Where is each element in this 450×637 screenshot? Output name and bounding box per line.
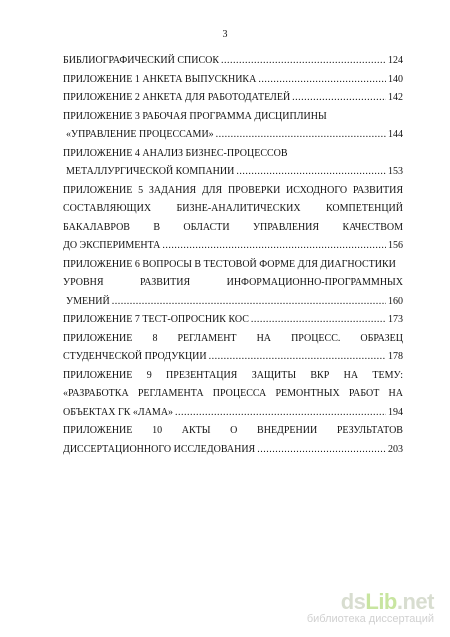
toc-page-number: 194	[388, 406, 403, 418]
toc-entry-appendix-6-line-3	[63, 293, 403, 312]
toc-entry-appendix-3-line-2	[63, 126, 403, 145]
word: ЗАДАНИЯ	[148, 184, 197, 196]
toc-entry-appendix-2	[63, 89, 403, 108]
word: РЕГЛАМЕНТА	[137, 388, 204, 399]
toc-entry-title: ПРИЛОЖЕНИЕ 1 АНКЕТА ВЫПУСКНИКА	[63, 73, 257, 85]
toc-entry-title: ПРИЛОЖЕНИЕ 4 АНАЛИЗ БИЗНЕС-ПРОЦЕССОВ	[63, 147, 288, 159]
table-of-contents	[63, 52, 403, 459]
word: О	[230, 425, 238, 436]
word: РАБОТ	[348, 388, 380, 399]
word: ЗАЩИТЫ	[251, 369, 297, 381]
toc-entry-title: ПРИЛОЖЕНИЕ 3 РАБОЧАЯ ПРОГРАММА ДИСЦИПЛИНЫ	[63, 110, 327, 122]
dslib-subtitle: библиотека диссертаций	[306, 613, 434, 625]
word: АКТЫ	[181, 425, 211, 436]
toc-entry-appendix-5-line-3	[63, 219, 403, 238]
word: ВКР	[310, 369, 330, 381]
word: В	[153, 221, 161, 233]
word: УПРАВЛЕНИЯ	[252, 221, 320, 233]
toc-entry-title: БИБЛИОГРАФИЧЕСКИЙ СПИСОК	[63, 55, 220, 66]
page-number: 3	[222, 29, 228, 40]
word: ОБРАЗЕЦ	[360, 332, 403, 344]
toc-entry-appendix-3-line-1	[63, 108, 403, 127]
toc-entry-appendix-8-line-1	[63, 330, 403, 349]
word: КОМПЕТЕНЦИЙ	[326, 203, 403, 214]
toc-page-number: 124	[388, 55, 403, 66]
toc-entry-title-cont: УМЕНИЙ	[66, 295, 110, 307]
word: ДЛЯ	[201, 184, 223, 196]
toc-page-number: 142	[388, 92, 403, 103]
word: ПРИЛОЖЕНИЕ	[63, 369, 133, 381]
dslib-watermark	[307, 589, 434, 625]
word: ВНЕДРЕНИИ	[257, 425, 318, 436]
toc-entry-appendix-8-line-2	[63, 348, 403, 367]
word: ИНФОРМАЦИОННО-ПРОГРАММНЫХ	[226, 277, 403, 288]
toc-entry-appendix-4-line-1	[63, 145, 403, 164]
word: ПРОВЕРКИ	[227, 184, 281, 196]
word: БИЗНЕ-АНАЛИТИЧЕСКИХ	[176, 203, 301, 214]
toc-entry-title: ПРИЛОЖЕНИЕ 2 АНКЕТА ДЛЯ РАБОТОДАТЕЛЕЙ	[63, 92, 291, 103]
toc-entry-appendix-10-line-2	[63, 441, 403, 460]
dslib-logo: dsLib.net	[340, 589, 434, 614]
word: РЕМОНТНЫХ	[275, 388, 340, 399]
toc-entry-title: ПРИЛОЖЕНИЕ 6 ВОПРОСЫ В ТЕСТОВОЙ ФОРМЕ ДЛЯ ДИАГНОСТИКИ	[63, 258, 396, 270]
toc-page-number: 144	[388, 129, 403, 140]
word: РАЗВИТИЯ	[140, 277, 191, 288]
word: СОСТАВЛЯЮЩИХ	[63, 203, 152, 214]
toc-entry-bibliography	[63, 52, 403, 71]
toc-page-number: 156	[388, 240, 403, 251]
toc-page-number: 178	[388, 351, 403, 362]
toc-entry-appendix-7	[63, 311, 403, 330]
toc-entry-title-cont: ДИССЕРТАЦИОННОГО ИССЛЕДОВАНИЯ	[63, 443, 256, 455]
word: РАЗВИТИЯ	[352, 184, 403, 196]
toc-page-number: 203	[388, 443, 403, 455]
word: 8	[152, 332, 158, 344]
word: КАЧЕСТВОМ	[342, 221, 403, 233]
word: ПРОЦЕССА	[212, 388, 267, 399]
toc-entry-title-cont: ДО ЭКСПЕРИМЕНТА	[63, 240, 161, 251]
word: ОБЛАСТИ	[183, 221, 230, 233]
toc-page-number: 153	[388, 166, 403, 177]
toc-entry-appendix-10-line-1	[63, 422, 403, 441]
toc-entry-appendix-1	[63, 71, 403, 90]
toc-entry-title-cont: СТУДЕНЧЕСКОЙ ПРОДУКЦИИ	[63, 351, 207, 362]
word: ТЕМУ:	[372, 369, 403, 381]
toc-entry-title-cont: «УПРАВЛЕНИЕ ПРОЦЕССАМИ»	[66, 129, 214, 140]
word: «РАЗРАБОТКА	[63, 388, 129, 399]
toc-page-number: 160	[388, 295, 403, 307]
word: ПРИЛОЖЕНИЕ	[63, 425, 133, 436]
toc-entry-appendix-6-line-2	[63, 274, 403, 293]
word: ПРОЦЕСС.	[291, 332, 341, 344]
toc-entry-appendix-5-line-1	[63, 182, 403, 201]
word: ПРИЛОЖЕНИЕ	[63, 332, 133, 344]
word: ИСХОДНОГО	[286, 184, 348, 196]
toc-entry-title: ПРИЛОЖЕНИЕ 7 ТЕСТ-ОПРОСНИК КОС	[63, 314, 249, 325]
word: РЕЗУЛЬТАТОВ	[336, 425, 403, 436]
word: РЕГЛАМЕНТ	[177, 332, 237, 344]
toc-entry-appendix-9-line-3	[63, 404, 403, 423]
toc-entry-appendix-5-line-4	[63, 237, 403, 256]
word: БАКАЛАВРОВ	[63, 221, 130, 233]
word: НА	[343, 369, 359, 381]
toc-entry-title-cont: МЕТАЛЛУРГИЧЕСКОЙ КОМПАНИИ	[66, 166, 235, 177]
toc-entry-appendix-6-line-1	[63, 256, 403, 275]
toc-entry-appendix-9-line-2	[63, 385, 403, 404]
toc-entry-appendix-5-line-2	[63, 200, 403, 219]
toc-entry-appendix-9-line-1	[63, 367, 403, 386]
toc-page-number: 140	[388, 73, 403, 85]
toc-entry-title-cont: ОБЪЕКТАХ ГК «ЛАМА»	[63, 406, 174, 418]
word: 10	[152, 425, 163, 436]
word: 5	[138, 184, 144, 196]
toc-page-number: 173	[388, 314, 403, 325]
word: НА	[256, 332, 272, 344]
word: НА	[388, 388, 403, 399]
toc-entry-appendix-4-line-2	[63, 163, 403, 182]
word: УРОВНЯ	[63, 277, 104, 288]
word: ПРЕЗЕНТАЦИЯ	[166, 369, 238, 381]
word: ПРИЛОЖЕНИЕ	[63, 184, 133, 196]
word: 9	[146, 369, 152, 381]
